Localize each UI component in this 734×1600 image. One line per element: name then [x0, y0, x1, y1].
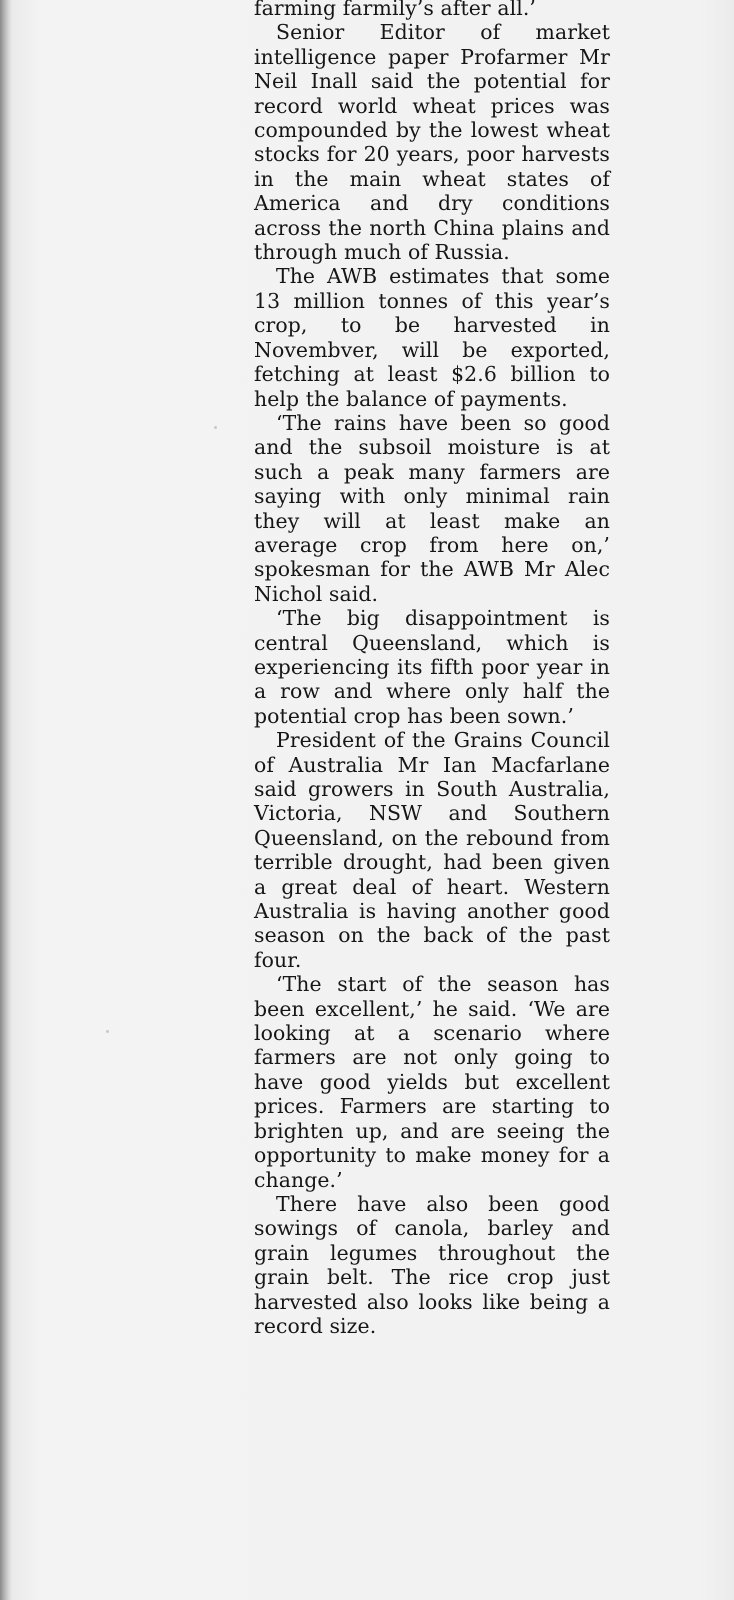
- paper-speck: [214, 426, 217, 429]
- article-paragraph-8: There have also been good sowings of canola, barley and grain legumes throughout the grain belt. The rice crop just harvested also looks like being a record size.: [254, 1191, 610, 1338]
- article-paragraph-5: ‘The big disappointment is central Queensland, which is experiencing its fifth poor year in a row and where only half the potential crop has been sown.’: [254, 606, 610, 728]
- article-paragraph-3: The AWB estimates that some 13 million tonnes of this year’s crop, to be harvested in Novembver, will be exported, fetching at least $2.6 billion to help the balance of payments.: [254, 264, 610, 411]
- article-paragraph-6: President of the Grains Council of Australia Mr Ian Macfarlane said growers in South Australia, Victoria, NSW and Southern Queensland, on the rebound from terrible drought, had been given a great deal of heart. Western Australia is having another good season on the back of the past four.: [254, 728, 610, 972]
- newspaper-article-column: [254, 0, 610, 1338]
- article-paragraph-2: Senior Editor of market intelligence paper Profarmer Mr Neil Inall said the potential for record world wheat prices was compounded by the lowest wheat stocks for 20 years, poor harvests in the main wheat states of America and dry conditions across the north China plains and through much of Russia.: [254, 20, 610, 265]
- article-paragraph-4: ‘The rains have been so good and the subsoil moisture is at such a peak many farmers are saying with only minimal rain they will at least make an average crop from here on,’ spokesman for the AWB Mr Alec Nichol said.: [254, 410, 610, 606]
- article-paragraph-1: farming farmily’s after all.’: [254, 0, 537, 20]
- page-binding-edge: [0, 0, 13, 1600]
- article-paragraph-7: ‘The start of the season has been excellent,’ he said. ‘We are looking at a scenario where farmers are not only going to have good yields but excellent prices. Farmers are starting to brighten up, and are seeing the opportunity to make money for a change.’: [254, 972, 610, 1192]
- paper-speck: [106, 1030, 109, 1033]
